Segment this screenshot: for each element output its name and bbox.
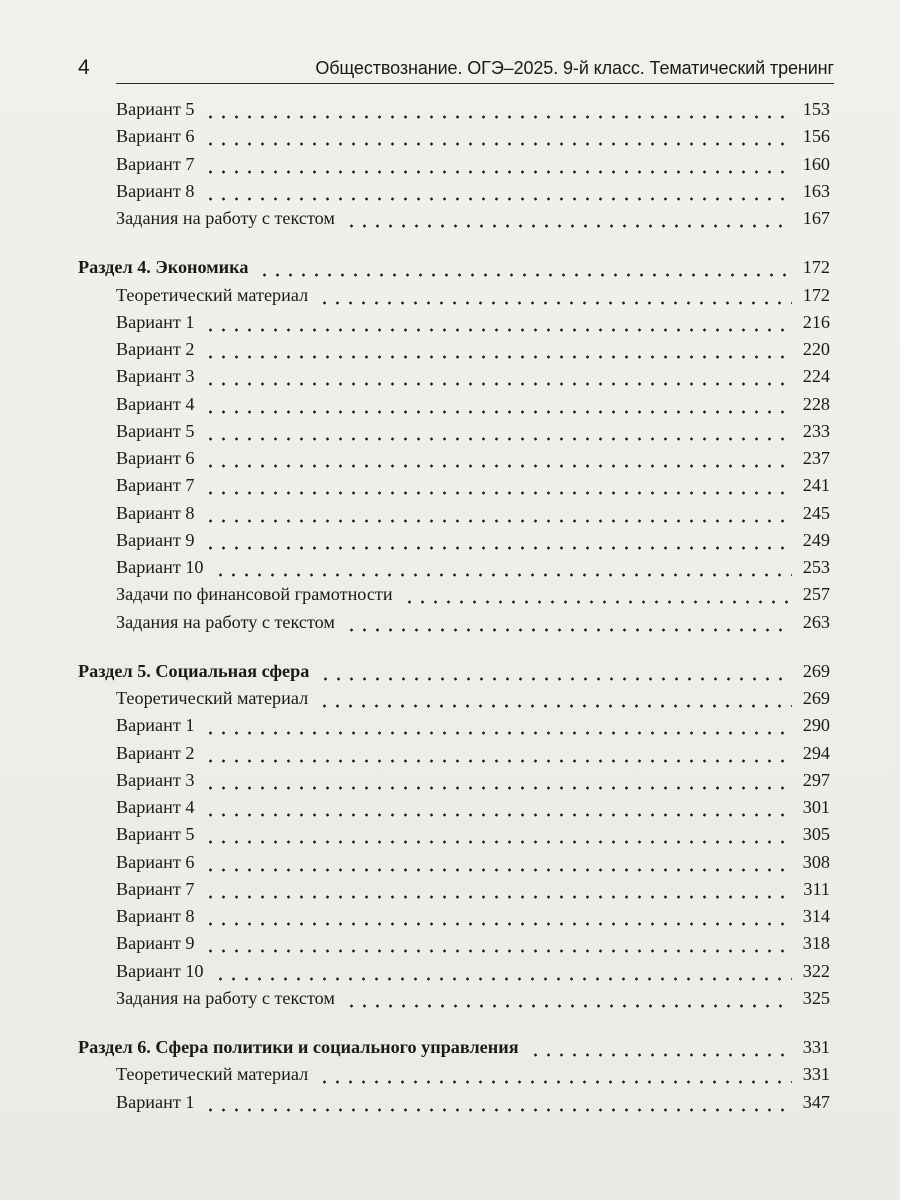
dot-leader xyxy=(258,253,792,281)
toc-page-number: 156 xyxy=(802,126,830,147)
toc-entry-title: Задания на работу с текстом xyxy=(116,208,335,228)
toc-entry xyxy=(116,177,830,205)
toc-page-number: 241 xyxy=(802,475,830,496)
toc-page-number: 294 xyxy=(802,742,830,763)
toc-entry-title: Вариант 7 xyxy=(116,153,195,174)
toc-section-title: Раздел 6. Сфера политики и социального управления xyxy=(78,1037,519,1057)
toc-page-number: 237 xyxy=(802,448,830,468)
dot-leader xyxy=(318,684,792,712)
toc-page-number: 301 xyxy=(802,797,830,817)
toc-entry-title: Вариант 9 xyxy=(116,933,195,954)
dot-leader xyxy=(204,766,792,794)
toc-entry xyxy=(116,281,830,309)
toc-page-number: 153 xyxy=(802,99,830,119)
dot-leader xyxy=(204,362,792,390)
toc-section-title: Раздел 5. Социальная сфера xyxy=(78,660,310,681)
toc-page-number: 249 xyxy=(802,529,830,550)
toc-page-number: 263 xyxy=(802,611,830,632)
toc-page-number: 216 xyxy=(802,311,830,332)
dot-leader xyxy=(204,820,792,848)
dot-leader xyxy=(204,711,792,739)
toc-page-number: 308 xyxy=(802,851,830,872)
toc-entry-title: Задания на работу с текстом xyxy=(116,611,335,632)
toc-entry xyxy=(116,766,830,794)
toc-entry-title: Вариант 6 xyxy=(116,448,195,468)
toc-entry-title: Вариант 1 xyxy=(116,1091,195,1112)
page-number: 4 xyxy=(78,56,90,79)
running-title: Обществознание. ОГЭ–2025. 9-й класс. Тематический тренинг xyxy=(315,58,834,78)
toc-page-number: 163 xyxy=(802,180,830,201)
toc-entry xyxy=(116,417,830,445)
toc-entry xyxy=(116,362,830,390)
dot-leader xyxy=(318,281,792,309)
toc-page-number: 228 xyxy=(802,393,830,414)
toc-entry xyxy=(116,1088,830,1116)
toc-page-number: 269 xyxy=(802,688,830,708)
dot-leader xyxy=(204,848,792,876)
toc-entry xyxy=(116,499,830,527)
toc-entry-title: Теоретический материал xyxy=(116,1064,309,1085)
toc-page-number: 331 xyxy=(802,1037,830,1057)
toc-entry-title: Вариант 9 xyxy=(116,529,195,550)
toc-entry-title: Вариант 5 xyxy=(116,99,195,119)
toc-page-number: 257 xyxy=(802,584,830,605)
toc-page-number: 172 xyxy=(802,257,830,278)
dot-leader xyxy=(214,957,792,985)
toc-entry xyxy=(116,1060,830,1088)
dot-leader xyxy=(204,875,792,903)
dot-leader xyxy=(204,335,792,363)
toc-page-number: 160 xyxy=(802,153,830,174)
toc-section-title: Раздел 4. Экономика xyxy=(78,257,249,278)
toc-entry xyxy=(116,95,830,123)
toc-entry-title: Вариант 8 xyxy=(116,906,195,926)
dot-leader xyxy=(204,1088,792,1116)
toc-entry xyxy=(116,957,830,985)
toc-entry-title: Вариант 8 xyxy=(116,502,195,523)
toc-page-number: 269 xyxy=(802,660,830,681)
toc-entry xyxy=(116,308,830,336)
dot-leader xyxy=(204,308,792,336)
toc-page-number: 172 xyxy=(802,284,830,305)
toc-entry xyxy=(116,929,830,957)
toc-entry-title: Вариант 3 xyxy=(116,366,195,387)
toc-page-number: 318 xyxy=(802,933,830,954)
toc-entry-title: Вариант 6 xyxy=(116,126,195,147)
dot-leader xyxy=(204,390,792,418)
dot-leader xyxy=(345,608,792,636)
toc-page-number: 253 xyxy=(802,557,830,577)
toc-entry xyxy=(116,444,830,472)
toc-entry-title: Вариант 2 xyxy=(116,742,195,763)
dot-leader xyxy=(204,444,792,472)
toc-entry xyxy=(116,553,830,581)
toc-entry-title: Задания на работу с текстом xyxy=(116,987,335,1008)
toc-entry xyxy=(116,608,830,636)
toc-entry-title: Вариант 10 xyxy=(116,960,204,981)
toc-page-number: 297 xyxy=(802,769,830,790)
toc-page-number: 233 xyxy=(802,420,830,441)
dot-leader xyxy=(204,150,792,178)
toc-entry-title: Вариант 6 xyxy=(116,851,195,872)
toc-entry xyxy=(116,335,830,363)
toc-entry xyxy=(116,150,830,178)
toc-page-number: 311 xyxy=(803,878,830,899)
toc-page-number: 167 xyxy=(802,208,830,228)
dot-leader xyxy=(204,95,792,123)
dot-leader xyxy=(529,1033,792,1061)
dot-leader xyxy=(204,526,792,554)
toc-entry xyxy=(116,684,830,712)
toc-entry xyxy=(116,902,830,930)
toc-entry xyxy=(116,580,830,608)
toc-entry xyxy=(116,471,830,499)
toc-page-number: 314 xyxy=(802,906,830,926)
toc-section xyxy=(78,253,830,281)
toc-entry-title: Вариант 5 xyxy=(116,420,195,441)
toc-page-number: 290 xyxy=(802,715,830,736)
toc-page-number: 325 xyxy=(802,987,830,1008)
toc-section xyxy=(78,657,830,685)
dot-leader xyxy=(204,417,792,445)
toc-entry-title: Вариант 4 xyxy=(116,393,195,414)
toc-entry-title: Вариант 7 xyxy=(116,475,195,496)
toc-entry xyxy=(116,390,830,418)
toc-page-number: 347 xyxy=(802,1091,830,1112)
dot-leader xyxy=(204,793,792,821)
toc-entry xyxy=(116,820,830,848)
toc-entry-title: Вариант 7 xyxy=(116,878,195,899)
dot-leader xyxy=(319,657,792,685)
toc-page-number: 220 xyxy=(802,339,830,359)
toc-entry xyxy=(116,875,830,903)
toc-entry-title: Вариант 1 xyxy=(116,311,195,332)
toc-entry xyxy=(116,848,830,876)
toc-entry xyxy=(116,204,830,232)
toc-entry xyxy=(116,739,830,767)
dot-leader xyxy=(204,122,792,150)
dot-leader xyxy=(214,553,792,581)
dot-leader xyxy=(345,984,792,1012)
toc-entry-title: Вариант 2 xyxy=(116,339,195,359)
toc-entry xyxy=(116,122,830,150)
toc-entry-title: Теоретический материал xyxy=(116,284,309,305)
dot-leader xyxy=(318,1060,792,1088)
dot-leader xyxy=(204,177,792,205)
toc-page-number: 245 xyxy=(802,502,830,523)
toc-entry-title: Вариант 8 xyxy=(116,180,195,201)
toc-page-number: 224 xyxy=(802,366,830,387)
toc-page-number: 322 xyxy=(802,960,830,981)
toc-entry-title: Вариант 1 xyxy=(116,715,195,736)
toc-section xyxy=(78,1033,830,1061)
dot-leader xyxy=(204,499,792,527)
dot-leader xyxy=(204,471,792,499)
toc-page-number: 331 xyxy=(802,1064,830,1085)
toc-entry xyxy=(116,711,830,739)
toc-entry-title: Вариант 10 xyxy=(116,557,204,577)
dot-leader xyxy=(345,204,792,232)
toc-entry-title: Вариант 3 xyxy=(116,769,195,790)
toc-entry-title: Вариант 4 xyxy=(116,797,195,817)
toc-entry-title: Задачи по финансовой грамотности xyxy=(116,584,393,605)
toc-entry xyxy=(116,526,830,554)
dot-leader xyxy=(403,580,792,608)
toc-entry-title: Вариант 5 xyxy=(116,824,195,845)
toc-entry xyxy=(116,984,830,1012)
dot-leader xyxy=(204,739,792,767)
toc-entry-title: Теоретический материал xyxy=(116,688,309,708)
toc-page-number: 305 xyxy=(802,824,830,845)
dot-leader xyxy=(204,929,792,957)
dot-leader xyxy=(204,902,792,930)
toc-entry xyxy=(116,793,830,821)
